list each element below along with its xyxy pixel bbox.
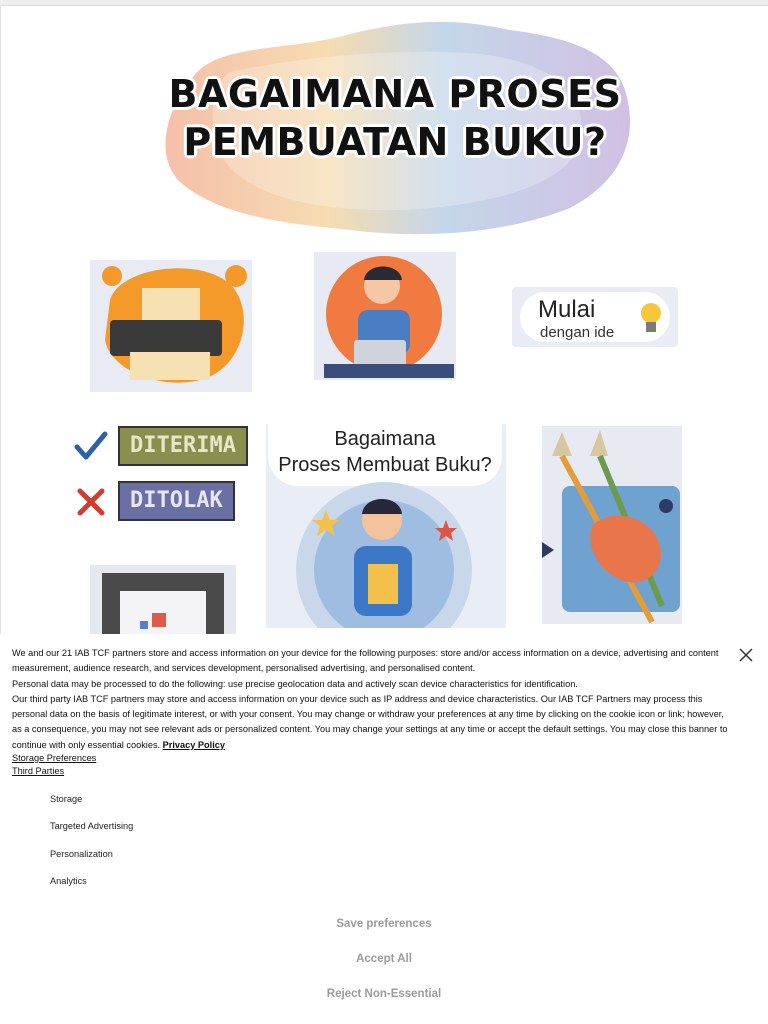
save-preferences-button[interactable]: Save preferences (336, 918, 432, 930)
close-icon[interactable] (737, 646, 755, 664)
check-icon (74, 430, 108, 462)
idea-title: Mulai (538, 296, 596, 323)
category-targeted-advertising[interactable]: Targeted Advertising (50, 821, 134, 831)
start-with-idea-card (512, 287, 678, 347)
monitor-icon (90, 565, 236, 634)
consent-paragraph-partners (12, 692, 728, 753)
idea-subtitle: dengan ide (540, 324, 615, 341)
idea-pill (520, 292, 670, 342)
consent-text (12, 646, 728, 753)
card-title: Bagaimana Proses Membuat Buku? (268, 424, 502, 486)
cross-icon (74, 485, 108, 517)
consent-paragraph-processing: Personal data may be processed to do the following: use precise geolocation data and actively scan device characteristics for identification. (12, 678, 578, 689)
storage-preferences-link[interactable]: Storage Preferences (12, 753, 97, 763)
top-border (0, 0, 768, 6)
accepted-row (74, 426, 248, 466)
consent-paragraph-purposes: We and our 21 IAB TCF partners store and access information on your device for the following purposes: store and/or access information on a device, advertising and content measurement, audience research, and services development, personalised advertising, and personalised content. (12, 648, 719, 674)
third-parties-link[interactable]: Third Parties (12, 766, 65, 776)
boy-with-book-icon (266, 480, 506, 628)
rejected-row (74, 481, 235, 521)
printer-icon (90, 260, 252, 392)
person-laptop-icon (314, 252, 456, 380)
left-border (0, 5, 1, 635)
category-personalization[interactable]: Personalization (50, 849, 113, 859)
how-books-made-card (266, 424, 506, 628)
accepted-label: DITERIMA (118, 426, 248, 466)
rejected-label: DITOLAK (118, 481, 235, 521)
cookie-consent-banner (0, 634, 768, 1024)
privacy-policy-link[interactable]: Privacy Policy (162, 739, 225, 750)
banner-title: BAGAIMANA PROSES PEMBUATAN BUKU? (168, 72, 622, 164)
category-storage[interactable]: Storage (50, 794, 83, 804)
bulb-icon (638, 300, 664, 336)
paintbrush-icon (542, 426, 682, 624)
accept-all-button[interactable]: Accept All (356, 953, 412, 965)
reject-non-essential-button[interactable]: Reject Non-Essential (326, 988, 442, 1000)
category-analytics[interactable]: Analytics (50, 876, 87, 886)
consent-partners-text: Our third party IAB TCF partners may store and access information on your device such as IP address and device characteristics. Our IAB TCF Partners may process this personal data on the basis of legitimate interest, or with your consent. You may change or withdraw your preferences at any time by clicking on the cookie icon or link; however, as a consequence, you may not see relevant ads or personalized content. You may change your settings at any time or accept the default settings. You may close this banner to continue with only essential cookies. (12, 693, 728, 750)
